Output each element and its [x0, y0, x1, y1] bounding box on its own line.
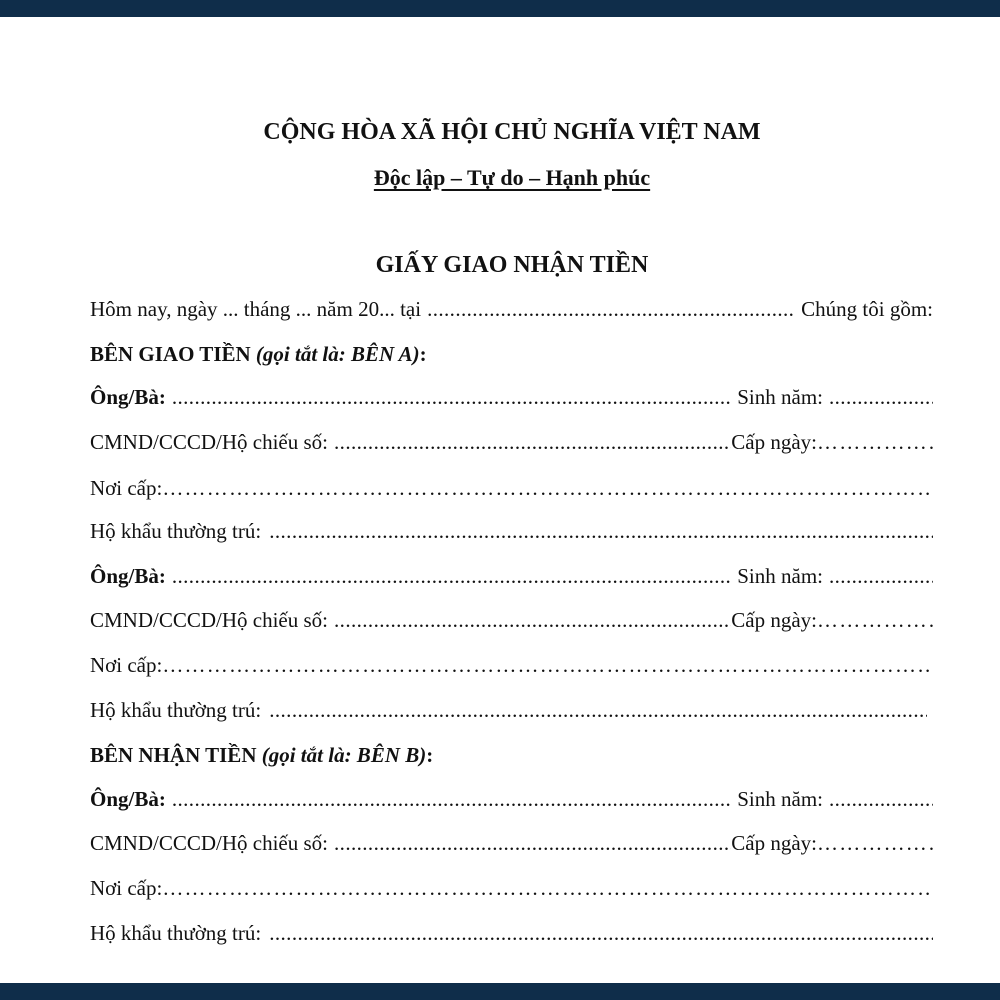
party-b-note: (gọi tắt là: BÊN B)	[261, 743, 427, 767]
residence-blank[interactable]	[261, 918, 933, 948]
party-a-person-1-place-row	[90, 473, 933, 503]
name-label: Ông/Bà:	[90, 564, 166, 588]
party-b-colon: :	[426, 743, 434, 767]
name-blank[interactable]	[166, 561, 731, 591]
party-b-person-residence-row	[90, 918, 933, 948]
intro-suffix: Chúng tôi gồm:	[801, 297, 933, 321]
id-label: CMND/CCCD/Hộ chiếu số:	[90, 831, 329, 855]
party-a-heading	[90, 339, 427, 369]
birth-year-label: Sinh năm:	[737, 564, 823, 588]
issue-date-blank[interactable]	[817, 828, 933, 858]
issue-date-label: Cấp ngày:	[731, 608, 817, 632]
residence-label: Hộ khẩu thường trú:	[90, 921, 262, 945]
issue-date-label: Cấp ngày:	[731, 430, 817, 454]
party-a-person-2-residence-row	[90, 695, 927, 725]
party-b-person-place-row	[90, 873, 933, 903]
birth-year-blank[interactable]	[823, 382, 933, 412]
id-blank[interactable]	[328, 828, 731, 858]
residence-blank[interactable]	[261, 516, 933, 546]
issue-place-label: Nơi cấp:	[90, 876, 163, 900]
party-b-heading	[90, 740, 433, 770]
issue-place-blank[interactable]	[162, 873, 933, 903]
party-a-title: BÊN GIAO TIỀN	[90, 342, 251, 366]
birth-year-blank[interactable]	[823, 784, 933, 814]
birth-year-label: Sinh năm:	[737, 787, 823, 811]
issue-place-blank[interactable]	[162, 650, 933, 680]
name-label: Ông/Bà:	[90, 385, 166, 409]
name-blank[interactable]	[166, 382, 731, 412]
party-a-person-1-name-row	[90, 382, 933, 412]
intro-line	[90, 294, 933, 324]
residence-label: Hộ khẩu thường trú:	[90, 519, 262, 543]
party-a-person-2-place-row	[90, 650, 933, 680]
bottom-frame-bar	[0, 983, 1000, 1000]
residence-blank[interactable]	[261, 695, 927, 725]
party-b-person-name-row	[90, 784, 933, 814]
birth-year-label: Sinh năm:	[737, 385, 823, 409]
name-label: Ông/Bà:	[90, 787, 166, 811]
name-blank[interactable]	[166, 784, 731, 814]
id-label: CMND/CCCD/Hộ chiếu số:	[90, 608, 329, 632]
document-title: GIẤY GIAO NHẬN TIỀN	[375, 252, 649, 278]
issue-place-blank[interactable]	[162, 473, 933, 503]
party-a-person-1-id-row	[90, 427, 933, 457]
id-label: CMND/CCCD/Hộ chiếu số:	[90, 430, 329, 454]
party-b-title: BÊN NHẬN TIỀN	[90, 743, 257, 767]
party-b-person-id-row	[90, 828, 933, 858]
national-motto: Độc lập – Tự do – Hạnh phúc	[373, 165, 651, 190]
issue-place-label: Nơi cấp:	[90, 476, 163, 500]
location-blank[interactable]	[421, 294, 795, 324]
party-a-person-1-residence-row	[90, 516, 933, 546]
issue-date-blank[interactable]	[817, 605, 933, 635]
id-blank[interactable]	[328, 605, 731, 635]
birth-year-blank[interactable]	[823, 561, 933, 591]
id-blank[interactable]	[328, 427, 731, 457]
issue-place-label: Nơi cấp:	[90, 653, 163, 677]
national-title: CỘNG HÒA XÃ HỘI CHỦ NGHĨA VIỆT NAM	[263, 119, 761, 145]
intro-prefix: Hôm nay, ngày ... tháng ... năm 20... tại	[90, 297, 422, 321]
party-a-person-2-id-row	[90, 605, 933, 635]
party-a-colon: :	[419, 342, 427, 366]
issue-date-blank[interactable]	[817, 427, 933, 457]
residence-label: Hộ khẩu thường trú:	[90, 698, 262, 722]
party-a-note: (gọi tắt là: BÊN A)	[255, 342, 420, 366]
party-a-person-2-name-row	[90, 561, 933, 591]
issue-date-label: Cấp ngày:	[731, 831, 817, 855]
